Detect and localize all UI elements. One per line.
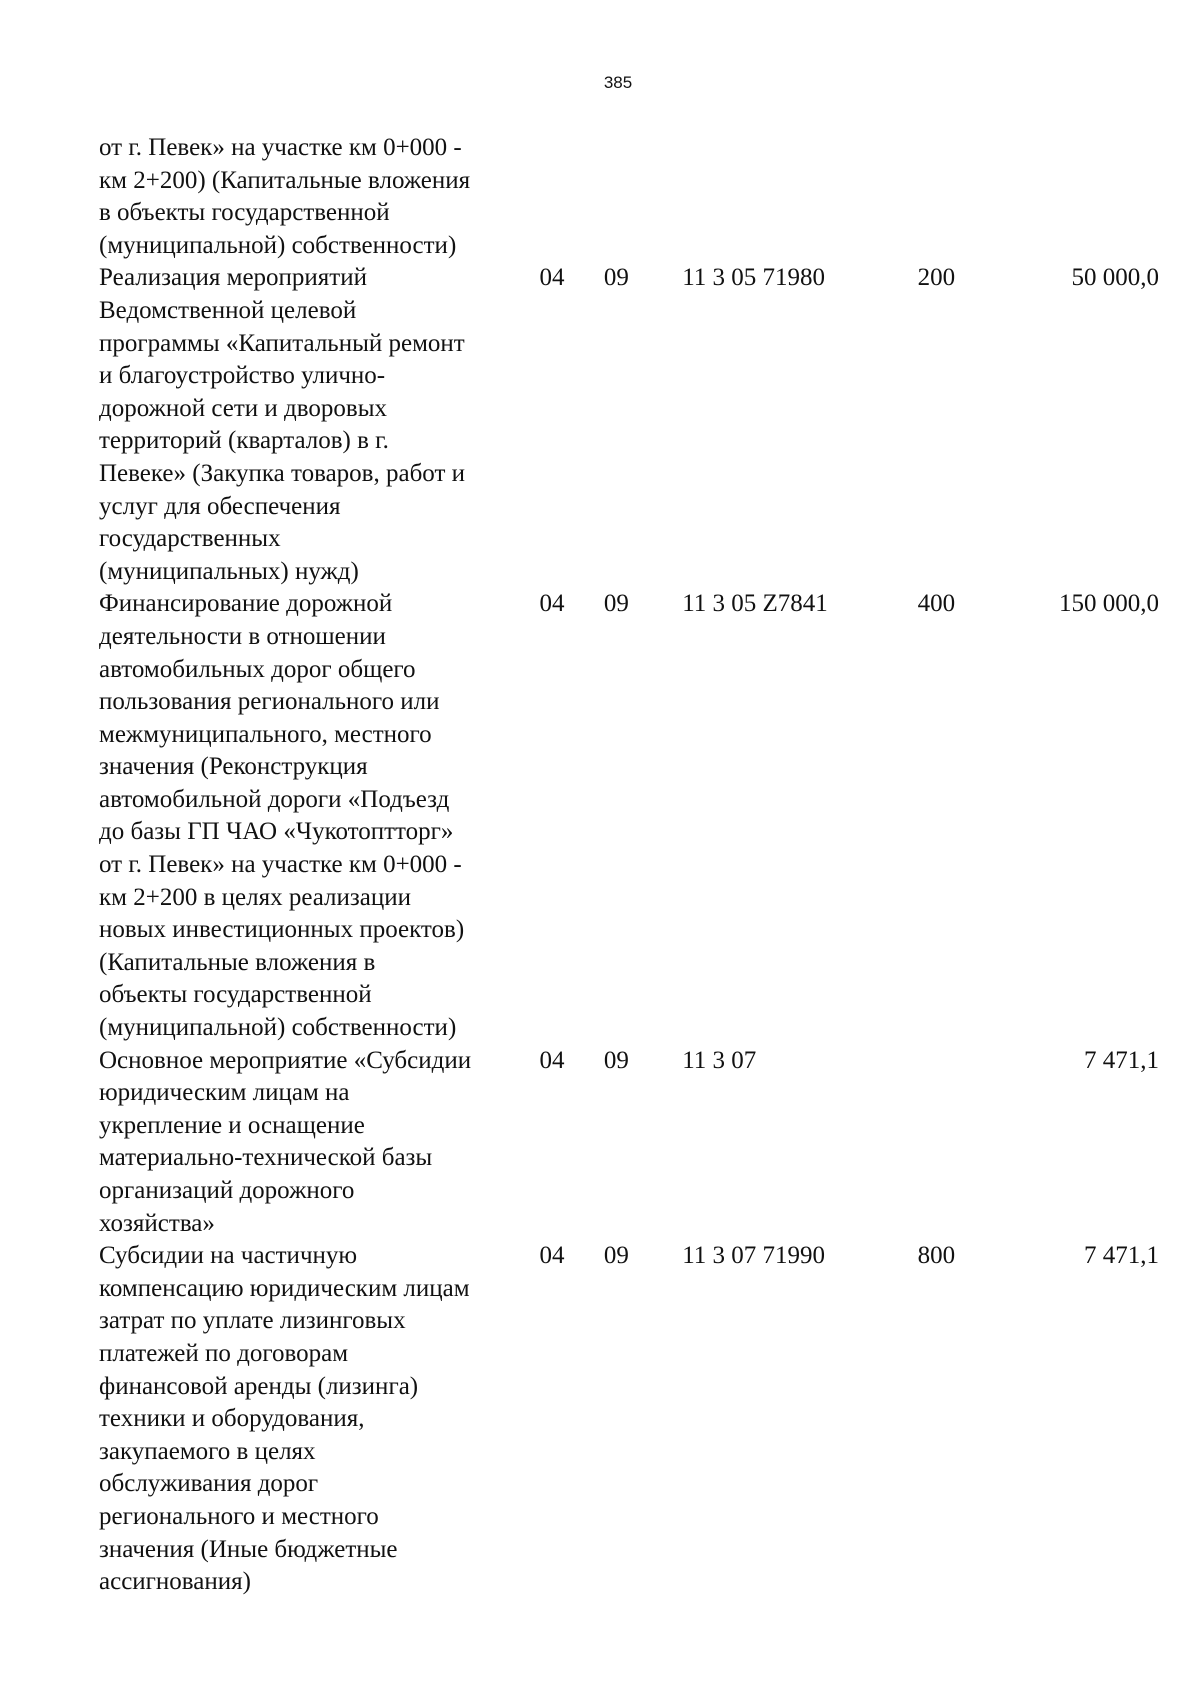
row-expense-type [918,1045,1009,1241]
row-amount [1008,132,1159,262]
row-amount: 50 000,0 [1071,264,1159,292]
table-row [99,588,1159,1044]
row-amount: 7 471,1 [1084,1046,1159,1074]
row-subsection: 09 [603,590,629,618]
row-expense-type: 200 [917,264,956,292]
table-row [99,1045,1159,1241]
table-row [99,262,1159,588]
row-name-cell [99,1045,531,1241]
row-target-code [670,132,917,262]
row-amount: 7 471,1 [1084,1242,1159,1270]
row-subsection: 09 [603,264,629,292]
row-name-cell [99,132,531,262]
table-row [99,132,1159,262]
row-target-code: 11 3 05 Z7841 [682,590,828,618]
budget-table [99,132,1159,1599]
row-name: Субсидии на частичную компенсацию юридическим лицам затрат по уплате лизинговых платежей по договорам финансовой аренды (лизинга) техники и оборудования, закупаемого в целях обслуживания дорог регионального и местного значения (Иные бюджетные ассигнования) [99,1242,470,1596]
row-name-cell [99,262,531,588]
row-section: 04 [539,590,565,618]
row-section: 04 [539,1046,565,1074]
row-subsection [598,132,670,262]
row-section: 04 [539,1242,565,1270]
row-name: от г. Певек» на участке км 0+000 - км 2+200) (Капитальные вложения в объекты государственной (муниципальной) собственности) [99,134,471,259]
row-target-code: 11 3 07 71990 [682,1242,826,1270]
row-name: Основное мероприятие «Субсидии юридическим лицам на укрепление и оснащение материально-технической базы организаций дорожного хозяйства» [99,1046,472,1237]
row-target-code: 11 3 05 71980 [682,264,826,292]
table-row [99,1240,1159,1599]
row-expense-type: 800 [917,1242,956,1270]
page-number: 385 [603,73,633,92]
row-name: Реализация мероприятий Ведомственной целевой программы «Капитальный ремонт и благоустройство улично- дорожной сети и дворовых территорий (кварталов) в г. Певеке» (Закупка товаров, работ и услуг для обеспечения государственных (муниципальных) нужд) [99,264,466,585]
row-section [531,132,597,262]
row-subsection: 09 [603,1242,629,1270]
row-expense-type: 400 [917,590,956,618]
row-name: Финансирование дорожной деятельности в отношении автомобильных дорог общего пользования регионального или межмуниципального, местного значения (Реконструкция автомобильной дороги «Подъезд до базы ГП ЧАО «Чукотоптторг» от г. Певек» на участке км 0+000 - км 2+200 в целях реализации новых инвестиционных проектов) (Капитальные вложения в объекты государственной (муниципальной) собственности) [99,590,465,1042]
row-target-code: 11 3 07 [682,1046,757,1074]
row-subsection: 09 [603,1046,629,1074]
row-expense-type [918,132,1009,262]
row-section: 04 [539,264,565,292]
row-name-cell [99,588,531,1044]
row-name-cell [99,1240,531,1599]
row-amount: 150 000,0 [1059,590,1159,618]
